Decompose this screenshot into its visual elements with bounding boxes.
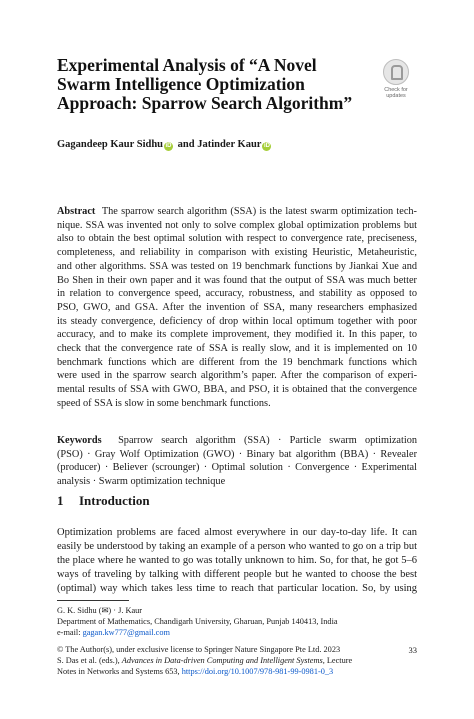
abstract-line: nique. SSA was invented not only to solve complex global optimization problems but <box>57 219 417 231</box>
section-title: Introduction <box>79 493 150 508</box>
section-number: 1 <box>57 493 64 508</box>
abstract-line: speed of SSA is slow in some benchmark functions. <box>57 397 271 409</box>
author-list <box>57 139 417 151</box>
keywords-block <box>57 434 417 489</box>
body-line: easily be understood by taking an example of a person who wanted to go on a trip but <box>57 541 417 552</box>
copyright-line: © The Author(s), under exclusive license to Springer Nature Singapore Pte Ltd. 2023 <box>57 645 341 654</box>
introduction-paragraph <box>57 526 417 596</box>
bookmark-icon <box>383 59 409 85</box>
abstract-line: benchmark functions which are different from the 19 benchmark functions which <box>57 356 417 368</box>
body-line: Optimization problems are faced almost everywhere in our day-to-day life. It can <box>57 527 417 538</box>
title-line: Swarm Intelligence Optimization <box>57 74 305 94</box>
body-line: the place where he wanted to go was totally unknown to him. So, for that, he got 5–6 <box>57 555 417 566</box>
keywords-line: analysis · Swarm optimization technique <box>57 476 226 488</box>
author-name: Gagandeep Kaur Sidhu <box>57 139 164 150</box>
abstract-line: its steady convergence, deficiency of drop within local optimum together with poor <box>57 315 417 327</box>
abstract-line: mental results of SSA with GWO, BBA, and PSO, it is obtained that the convergence <box>57 384 417 396</box>
citation-line: S. Das et al. (eds.), Advances in Data-driven Computing and Intelligent Systems, Lecture <box>57 655 353 665</box>
footnote-authors: G. K. Sidhu (✉) · J. Kaur <box>57 606 143 615</box>
title-line: Approach: Sparrow Search Algorithm” <box>57 93 353 113</box>
abstract-line: accuracy, and to make its complete improvement, they modified it. In this paper, to <box>57 329 417 341</box>
abstract-line: PSO, GWO, and GSA. After the invention of SSA, many researchers emphasized <box>57 301 417 313</box>
body-line: ways of traveling by talking with different people but he wanted to choose the best <box>57 569 417 580</box>
keywords-line: (PSO) · Gray Wolf Optimization (GWO) · Binary bat algorithm (BBA) · Revealer <box>57 448 417 460</box>
book-title: Advances in Data-driven Computing and Intelligent Systems <box>121 655 323 665</box>
orcid-icon[interactable]: iD <box>263 143 270 149</box>
doi-link[interactable]: https://doi.org/10.1007/978-981-99-0981-0_3 <box>181 666 334 676</box>
body-line: (optimal) way which takes less time to reach that particular location. So, by using <box>57 583 417 594</box>
author-name: Jatinder Kaur <box>197 139 262 150</box>
abstract-line: Bo Shen in their own paper and it was found that the output of SSA was much better <box>57 274 417 286</box>
orcid-icon[interactable]: iD <box>165 143 172 149</box>
author-footnote <box>57 606 417 638</box>
footnote-affiliation: Department of Mathematics, Chandigarh University, Gharuan, Punjab 140413, India <box>57 616 338 626</box>
updates-badge-text: Check for updates <box>384 87 408 99</box>
abstract-line: Abstract The sparrow search algorithm (SSA) is the latest swarm optimization tech- <box>57 206 417 217</box>
page-number: 33 <box>408 645 417 655</box>
abstract-line: completeness, and reliability in comparison with existing Heuristic, Metaheuristic, <box>57 247 417 259</box>
footnote-divider <box>57 600 129 601</box>
abstract-line: were used in the sparrow search algorithm’s paper. After the comparison of experi- <box>57 370 417 382</box>
keywords-line: (producer) · Believer (scrounger) · Optimal solution · Convergence · Experimental <box>57 462 417 474</box>
abstract-line: and other algorithms. SSA was tested on 19 benchmark functions by Jiankai Xue and <box>57 260 417 272</box>
citation-line: Notes in Networks and Systems 653, https://doi.org/10.1007/978-981-99-0981-0_3 <box>57 666 334 676</box>
section-heading <box>57 493 150 509</box>
footnote-email-line: e-mail: gagan.kw777@gmail.com <box>57 627 170 637</box>
copyright-notice <box>57 645 417 677</box>
paper-title <box>57 56 357 113</box>
keywords-label: Keywords <box>57 435 102 446</box>
abstract-label: Abstract <box>57 206 96 217</box>
check-for-updates-badge[interactable] <box>378 59 414 101</box>
keywords-line: Keywords Sparrow search algorithm (SSA) · Particle swarm optimization <box>57 435 417 446</box>
author-connector: and <box>177 139 195 150</box>
abstract-line: in relation to convergence speed, accuracy, robustness, and stability as opposed to <box>57 288 417 300</box>
email-link[interactable]: gagan.kw777@gmail.com <box>82 627 170 637</box>
abstract-line: check that the convergence rate of SSA is really slow, and it is implemented on 10 <box>57 343 417 355</box>
title-line: Experimental Analysis of “A Novel <box>57 55 317 75</box>
abstract-line: also to obtain the best optimal solution with respect to convergence rate, preciseness, <box>57 233 417 245</box>
abstract-block <box>57 205 417 411</box>
